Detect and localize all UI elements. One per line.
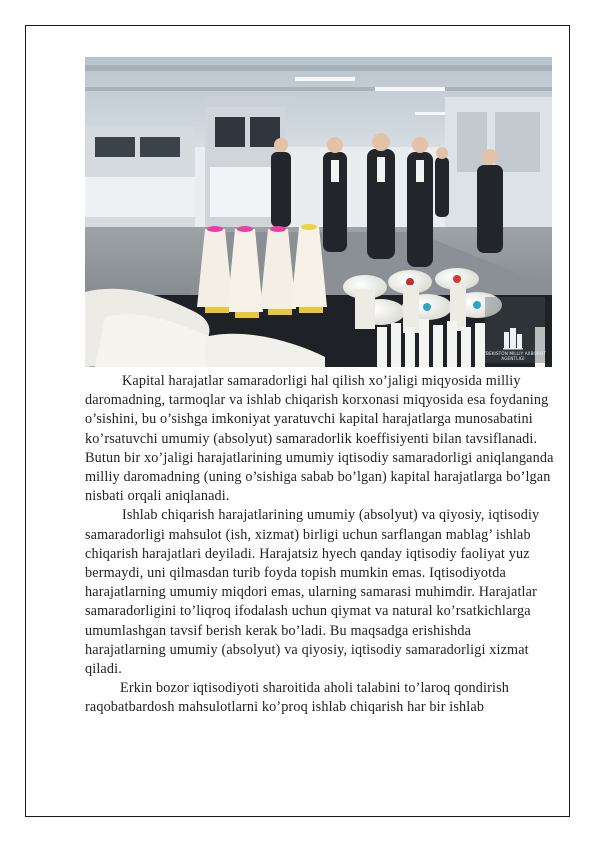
news-agency-logo-icon xyxy=(502,326,524,350)
paragraph-3: Erkin bozor iqtisodiyoti sharoitida aholi talabini to’laroq qondirish raqobatbardosh mahsulotlarni ko’proq ishlab chiqarish har bir ishlab xyxy=(85,680,510,716)
factory-photo xyxy=(85,57,552,367)
watermark-line-1: UZBEKISTON MILLIY AXBOROT xyxy=(479,351,546,356)
photo-illustration xyxy=(85,57,552,367)
watermark xyxy=(480,326,546,361)
watermark-line-2: AGENTLIGI xyxy=(501,356,525,361)
paragraph-1: Kapital harajatlar samaradorligi hal qilish xo’jaligi miqyosida milliy daromadning, tarmoqlar va ishlab chiqarish korxonasi miqyosida esa foydaning o’sishini, bu o’sishga imkoniyat yaratuvchi kapital harajatlarga munosabatini ko’rsatuvchi umumiy (absolyut) samaradorlik koeffisiyenti bilan tavsiflanadi. Butun bir xo’jaligi harajatlarining umumiy iqtisodiy samaradorligi aniqlanganda milliy daromadning (uning o’sishiga sabab bo’lgan) kapital harajatlarga bo’lgan nisbati orqali aniqlanadi. xyxy=(85,373,554,505)
paragraph-2: Ishlab chiqarish harajatlarining umumiy (absolyut) va qiyosiy, iqtisodiy samaradorligi mahsulot (ish, xizmat) birligi uchun sarflangan mablag’ ishlab chiqarish harajatlari deyiladi. Harajatsiz hyech qanday iqtisodiy faoliyat yuz bermaydi, uni qilmasdan turib foyda topish mumkin emas. Iqtisodiyotda harajatlarning umumiy miqdori emas, ularning samarasi muhimdir. Harajatlar samaradorligini to’liqroq ifodalash uchun qiymat va natural ko’rsatkichlarga umumlashgan tavsif berish kerak bo’ladi. Bu maqsadga erishishda harajatlarning umumiy (absolyut) va qiyosiy, iqtisodiy samaradorligi xizmat qiladi. xyxy=(85,507,540,678)
body-text xyxy=(85,372,555,718)
